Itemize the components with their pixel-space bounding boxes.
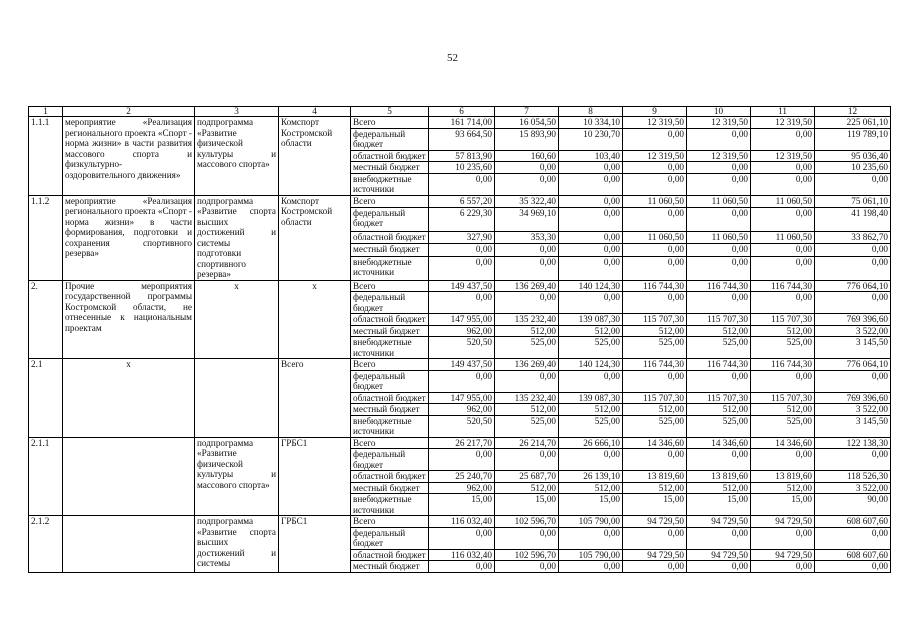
funding-source: федеральный бюджет (351, 449, 429, 471)
amount-cell: 0,00 (623, 370, 687, 392)
amount-cell: 115 707,30 (687, 392, 751, 404)
amount-cell: 525,00 (687, 337, 751, 359)
funding-source: Всего (351, 280, 429, 292)
column-header: 9 (623, 107, 687, 117)
funding-source: Всего (351, 516, 429, 528)
amount-cell: 512,00 (495, 482, 559, 494)
row-code: 1.1.2 (29, 195, 63, 280)
funding-source: федеральный бюджет (351, 128, 429, 150)
amount-cell: 10 230,70 (559, 128, 623, 150)
amount-cell: 15 893,90 (495, 128, 559, 150)
funding-source: Всего (351, 117, 429, 129)
amount-cell: 769 396,60 (815, 392, 891, 404)
funding-source: областной бюджет (351, 549, 429, 561)
amount-cell: 0,00 (687, 370, 751, 392)
amount-cell: 769 396,60 (815, 314, 891, 326)
amount-cell: 11 060,50 (687, 195, 751, 207)
amount-cell: 6 229,30 (429, 207, 495, 231)
amount-cell: 525,00 (495, 415, 559, 437)
funding-source: областной бюджет (351, 471, 429, 483)
amount-cell: 512,00 (751, 325, 815, 337)
amount-cell: 0,00 (815, 244, 891, 256)
amount-cell: 0,00 (815, 527, 891, 549)
amount-cell: 25 687,70 (495, 471, 559, 483)
amount-cell: 512,00 (687, 325, 751, 337)
amount-cell: 512,00 (495, 325, 559, 337)
amount-cell: 116 744,30 (623, 280, 687, 292)
column-header: 8 (559, 107, 623, 117)
amount-cell: 327,90 (429, 231, 495, 243)
amount-cell: 116 744,30 (623, 359, 687, 371)
table-row (29, 437, 891, 449)
amount-cell: 94 729,50 (687, 549, 751, 561)
amount-cell: 525,00 (559, 415, 623, 437)
amount-cell: 525,00 (495, 337, 559, 359)
subprogram-name: х (195, 280, 279, 359)
table-row (29, 359, 891, 371)
amount-cell: 135 232,40 (495, 392, 559, 404)
amount-cell: 3 145,50 (815, 337, 891, 359)
amount-cell: 11 060,50 (623, 231, 687, 243)
amount-cell: 0,00 (429, 370, 495, 392)
page-number: 52 (447, 52, 458, 64)
amount-cell: 0,00 (559, 292, 623, 314)
amount-cell: 0,00 (751, 370, 815, 392)
amount-cell: 0,00 (687, 561, 751, 573)
amount-cell: 0,00 (495, 244, 559, 256)
amount-cell: 0,00 (429, 256, 495, 280)
amount-cell: 14 346,60 (751, 437, 815, 449)
amount-cell: 512,00 (623, 482, 687, 494)
amount-cell: 962,00 (429, 482, 495, 494)
amount-cell: 140 124,30 (559, 280, 623, 292)
amount-cell: 0,00 (687, 207, 751, 231)
amount-cell: 116 032,40 (429, 549, 495, 561)
amount-cell: 608 607,60 (815, 549, 891, 561)
amount-cell: 115 707,30 (623, 392, 687, 404)
amount-cell: 512,00 (751, 404, 815, 416)
amount-cell: 12 319,50 (687, 150, 751, 162)
amount-cell: 15,00 (751, 494, 815, 516)
amount-cell: 0,00 (623, 449, 687, 471)
amount-cell: 512,00 (687, 482, 751, 494)
amount-cell: 525,00 (623, 337, 687, 359)
amount-cell: 122 138,30 (815, 437, 891, 449)
amount-cell: 136 269,40 (495, 280, 559, 292)
table-header-row (29, 107, 891, 117)
executor-name: Комспорт Костромской области (279, 117, 351, 196)
subprogram-name: подпрограмма «Развитие физической культуры и массового спорта» (195, 437, 279, 516)
amount-cell: 0,00 (751, 561, 815, 573)
table-row (29, 516, 891, 528)
amount-cell: 115 707,30 (623, 314, 687, 326)
amount-cell: 0,00 (559, 370, 623, 392)
amount-cell: 11 060,50 (751, 195, 815, 207)
amount-cell: 512,00 (559, 325, 623, 337)
amount-cell: 14 346,60 (687, 437, 751, 449)
row-code: 2.1.2 (29, 516, 63, 573)
amount-cell: 13 819,60 (751, 471, 815, 483)
amount-cell: 512,00 (623, 325, 687, 337)
amount-cell: 11 060,50 (623, 195, 687, 207)
amount-cell: 10 334,10 (559, 117, 623, 129)
amount-cell: 135 232,40 (495, 314, 559, 326)
amount-cell: 103,40 (559, 150, 623, 162)
amount-cell: 776 064,10 (815, 359, 891, 371)
amount-cell: 353,30 (495, 231, 559, 243)
amount-cell: 93 664,50 (429, 128, 495, 150)
amount-cell: 115 707,30 (751, 392, 815, 404)
amount-cell: 147 955,00 (429, 314, 495, 326)
amount-cell: 118 526,30 (815, 471, 891, 483)
amount-cell: 0,00 (815, 173, 891, 195)
amount-cell: 0,00 (495, 173, 559, 195)
amount-cell: 0,00 (559, 162, 623, 174)
measure-name: мероприятие «Реализация регионального проекта «Спорт - норма жизни» в части развития массового спорта и физкультурно-оздоровительного движения» (63, 117, 195, 196)
amount-cell: 525,00 (751, 337, 815, 359)
subprogram-name (195, 359, 279, 438)
executor-name: ГРБС1 (279, 516, 351, 573)
measure-name (63, 437, 195, 516)
amount-cell: 0,00 (623, 207, 687, 231)
amount-cell: 0,00 (495, 561, 559, 573)
column-header: 2 (63, 107, 195, 117)
column-header: 11 (751, 107, 815, 117)
amount-cell: 225 061,10 (815, 117, 891, 129)
funding-source: местный бюджет (351, 561, 429, 573)
amount-cell: 95 036,40 (815, 150, 891, 162)
amount-cell: 962,00 (429, 325, 495, 337)
amount-cell: 0,00 (429, 561, 495, 573)
amount-cell: 0,00 (559, 195, 623, 207)
amount-cell: 10 235,60 (429, 162, 495, 174)
funding-source: Всего (351, 195, 429, 207)
amount-cell: 0,00 (495, 256, 559, 280)
amount-cell: 0,00 (687, 162, 751, 174)
amount-cell: 0,00 (751, 527, 815, 549)
amount-cell: 119 789,10 (815, 128, 891, 150)
table-row (29, 280, 891, 292)
column-header: 3 (195, 107, 279, 117)
amount-cell: 0,00 (495, 162, 559, 174)
funding-source: федеральный бюджет (351, 207, 429, 231)
amount-cell: 0,00 (623, 244, 687, 256)
amount-cell: 139 087,30 (559, 314, 623, 326)
amount-cell: 0,00 (815, 449, 891, 471)
amount-cell: 0,00 (815, 292, 891, 314)
subprogram-name: подпрограмма «Развитие спорта высших достижений и системы подготовки спортивного резерва» (195, 195, 279, 280)
amount-cell: 0,00 (623, 292, 687, 314)
amount-cell: 115 707,30 (751, 314, 815, 326)
amount-cell: 26 214,70 (495, 437, 559, 449)
amount-cell: 512,00 (559, 482, 623, 494)
amount-cell: 11 060,50 (751, 231, 815, 243)
amount-cell: 94 729,50 (751, 549, 815, 561)
amount-cell: 0,00 (815, 561, 891, 573)
amount-cell: 147 955,00 (429, 392, 495, 404)
amount-cell: 525,00 (623, 415, 687, 437)
amount-cell: 15,00 (623, 494, 687, 516)
funding-source: внебюджетные источники (351, 256, 429, 280)
amount-cell: 0,00 (687, 449, 751, 471)
amount-cell: 0,00 (559, 207, 623, 231)
amount-cell: 512,00 (495, 404, 559, 416)
column-header: 1 (29, 107, 63, 117)
amount-cell: 26 139,10 (559, 471, 623, 483)
amount-cell: 0,00 (687, 527, 751, 549)
amount-cell: 94 729,50 (751, 516, 815, 528)
amount-cell: 105 790,00 (559, 516, 623, 528)
measure-name: мероприятие «Реализация регионального проекта «Спорт - норма жизни» в части формирования, подготовки и сохранения спортивного резерва» (63, 195, 195, 280)
column-header: 7 (495, 107, 559, 117)
amount-cell: 0,00 (495, 370, 559, 392)
amount-cell: 0,00 (559, 527, 623, 549)
amount-cell: 0,00 (559, 561, 623, 573)
budget-table (28, 106, 891, 573)
amount-cell: 512,00 (623, 404, 687, 416)
amount-cell: 25 240,70 (429, 471, 495, 483)
amount-cell: 102 596,70 (495, 516, 559, 528)
amount-cell: 116 744,30 (751, 359, 815, 371)
amount-cell: 94 729,50 (623, 516, 687, 528)
amount-cell: 160,60 (495, 150, 559, 162)
amount-cell: 0,00 (687, 256, 751, 280)
amount-cell: 0,00 (429, 527, 495, 549)
column-header: 10 (687, 107, 751, 117)
amount-cell: 149 437,50 (429, 280, 495, 292)
amount-cell: 0,00 (559, 449, 623, 471)
funding-source: местный бюджет (351, 482, 429, 494)
amount-cell: 0,00 (751, 207, 815, 231)
amount-cell: 3 145,50 (815, 415, 891, 437)
amount-cell: 0,00 (559, 173, 623, 195)
executor-name: Всего (279, 359, 351, 438)
amount-cell: 102 596,70 (495, 549, 559, 561)
amount-cell: 13 819,60 (623, 471, 687, 483)
amount-cell: 3 522,00 (815, 404, 891, 416)
amount-cell: 0,00 (623, 561, 687, 573)
amount-cell: 0,00 (429, 449, 495, 471)
row-code: 2. (29, 280, 63, 359)
amount-cell: 0,00 (751, 173, 815, 195)
row-code: 2.1.1 (29, 437, 63, 516)
amount-cell: 75 061,10 (815, 195, 891, 207)
amount-cell: 0,00 (495, 449, 559, 471)
amount-cell: 13 819,60 (687, 471, 751, 483)
amount-cell: 16 054,50 (495, 117, 559, 129)
amount-cell: 0,00 (495, 292, 559, 314)
amount-cell: 11 060,50 (687, 231, 751, 243)
funding-source: местный бюджет (351, 162, 429, 174)
amount-cell: 136 269,40 (495, 359, 559, 371)
executor-name: Комспорт Костромской области (279, 195, 351, 280)
amount-cell: 3 522,00 (815, 325, 891, 337)
funding-source: внебюджетные источники (351, 494, 429, 516)
amount-cell: 525,00 (559, 337, 623, 359)
amount-cell: 0,00 (623, 162, 687, 174)
column-header: 5 (351, 107, 429, 117)
amount-cell: 34 969,10 (495, 207, 559, 231)
amount-cell: 0,00 (751, 449, 815, 471)
amount-cell: 0,00 (429, 292, 495, 314)
amount-cell: 149 437,50 (429, 359, 495, 371)
amount-cell: 6 557,20 (429, 195, 495, 207)
amount-cell: 776 064,10 (815, 280, 891, 292)
amount-cell: 0,00 (623, 128, 687, 150)
amount-cell: 35 322,40 (495, 195, 559, 207)
amount-cell: 0,00 (687, 128, 751, 150)
amount-cell: 512,00 (687, 404, 751, 416)
funding-source: внебюджетные источники (351, 337, 429, 359)
amount-cell: 0,00 (751, 256, 815, 280)
measure-name (63, 516, 195, 573)
funding-source: внебюджетные источники (351, 173, 429, 195)
funding-source: Всего (351, 437, 429, 449)
funding-source: местный бюджет (351, 325, 429, 337)
measure-name: х (63, 359, 195, 438)
table-row (29, 117, 891, 129)
amount-cell: 12 319,50 (687, 117, 751, 129)
column-header: 4 (279, 107, 351, 117)
amount-cell: 116 032,40 (429, 516, 495, 528)
amount-cell: 0,00 (429, 173, 495, 195)
amount-cell: 0,00 (495, 527, 559, 549)
executor-name: х (279, 280, 351, 359)
amount-cell: 12 319,50 (623, 150, 687, 162)
funding-source: федеральный бюджет (351, 292, 429, 314)
amount-cell: 57 813,90 (429, 150, 495, 162)
funding-source: федеральный бюджет (351, 527, 429, 549)
amount-cell: 0,00 (623, 256, 687, 280)
amount-cell: 0,00 (429, 244, 495, 256)
amount-cell: 12 319,50 (751, 117, 815, 129)
amount-cell: 608 607,60 (815, 516, 891, 528)
amount-cell: 10 235,60 (815, 162, 891, 174)
amount-cell: 12 319,50 (623, 117, 687, 129)
amount-cell: 0,00 (623, 173, 687, 195)
row-code: 2.1 (29, 359, 63, 438)
amount-cell: 962,00 (429, 404, 495, 416)
amount-cell: 0,00 (751, 292, 815, 314)
amount-cell: 105 790,00 (559, 549, 623, 561)
amount-cell: 3 522,00 (815, 482, 891, 494)
amount-cell: 139 087,30 (559, 392, 623, 404)
amount-cell: 140 124,30 (559, 359, 623, 371)
amount-cell: 0,00 (815, 370, 891, 392)
amount-cell: 520,50 (429, 337, 495, 359)
amount-cell: 14 346,60 (623, 437, 687, 449)
amount-cell: 0,00 (687, 292, 751, 314)
amount-cell: 0,00 (751, 162, 815, 174)
funding-source: областной бюджет (351, 314, 429, 326)
amount-cell: 94 729,50 (623, 549, 687, 561)
column-header: 6 (429, 107, 495, 117)
amount-cell: 26 217,70 (429, 437, 495, 449)
amount-cell: 0,00 (559, 231, 623, 243)
amount-cell: 512,00 (751, 482, 815, 494)
amount-cell: 525,00 (687, 415, 751, 437)
column-header: 12 (815, 107, 891, 117)
amount-cell: 26 666,10 (559, 437, 623, 449)
amount-cell: 0,00 (623, 527, 687, 549)
amount-cell: 12 319,50 (751, 150, 815, 162)
amount-cell: 116 744,30 (687, 280, 751, 292)
subprogram-name: подпрограмма «Развитие физической культуры и массового спорта» (195, 117, 279, 196)
executor-name: ГРБС1 (279, 437, 351, 516)
measure-name: Прочие мероприятия государственной программы Костромской области, не отнесенные к национальным проектам (63, 280, 195, 359)
amount-cell: 116 744,30 (751, 280, 815, 292)
amount-cell: 90,00 (815, 494, 891, 516)
amount-cell: 520,50 (429, 415, 495, 437)
amount-cell: 512,00 (559, 404, 623, 416)
amount-cell: 0,00 (751, 244, 815, 256)
amount-cell: 116 744,30 (687, 359, 751, 371)
amount-cell: 15,00 (559, 494, 623, 516)
amount-cell: 115 707,30 (687, 314, 751, 326)
amount-cell: 0,00 (751, 128, 815, 150)
funding-source: областной бюджет (351, 231, 429, 243)
amount-cell: 33 862,70 (815, 231, 891, 243)
funding-source: внебюджетные источники (351, 415, 429, 437)
funding-source: местный бюджет (351, 404, 429, 416)
amount-cell: 0,00 (687, 173, 751, 195)
amount-cell: 94 729,50 (687, 516, 751, 528)
amount-cell: 15,00 (495, 494, 559, 516)
amount-cell: 0,00 (559, 244, 623, 256)
amount-cell: 15,00 (687, 494, 751, 516)
funding-source: федеральный бюджет (351, 370, 429, 392)
funding-source: Всего (351, 359, 429, 371)
table-row (29, 195, 891, 207)
amount-cell: 0,00 (815, 256, 891, 280)
amount-cell: 41 198,40 (815, 207, 891, 231)
funding-source: местный бюджет (351, 244, 429, 256)
amount-cell: 525,00 (751, 415, 815, 437)
row-code: 1.1.1 (29, 117, 63, 196)
funding-source: областной бюджет (351, 150, 429, 162)
amount-cell: 0,00 (559, 256, 623, 280)
funding-source: областной бюджет (351, 392, 429, 404)
subprogram-name: подпрограмма «Развитие спорта высших достижений и системы (195, 516, 279, 573)
amount-cell: 0,00 (687, 244, 751, 256)
amount-cell: 15,00 (429, 494, 495, 516)
amount-cell: 161 714,00 (429, 117, 495, 129)
